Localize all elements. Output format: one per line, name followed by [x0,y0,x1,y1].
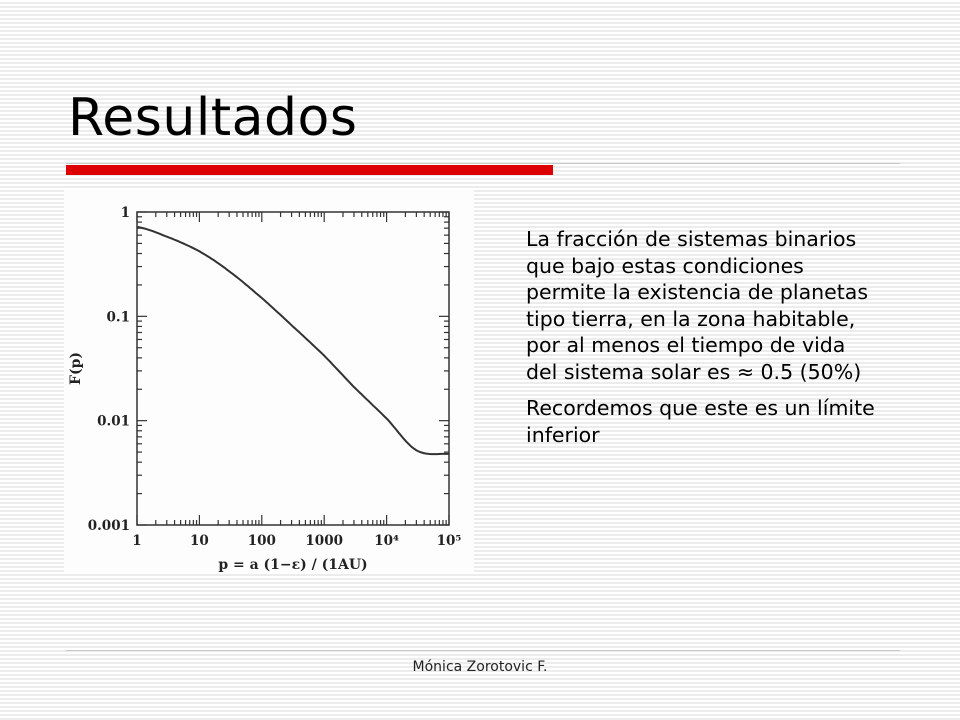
y-tick-label: 1 [120,205,130,221]
footer-author: Mónica Zorotovic F. [412,659,548,675]
x-tick-label: 10⁴ [374,533,399,549]
plot-frame [137,212,449,525]
chart-plot [64,190,474,572]
x-tick-label: 100 [247,533,276,549]
x-tick-label: 1 [132,533,142,549]
chart-ticks [137,212,449,525]
y-tick-label: 0.001 [87,518,130,534]
slide-title: Resultados [68,88,358,148]
x-tick-label: 10 [190,533,209,549]
chart-image [64,190,474,572]
x-tick-label: 1000 [305,533,343,549]
paragraph-note: Recordemos que este es un límite inferior [526,396,875,447]
title-accent-bar [66,165,553,175]
title-divider [66,163,900,164]
body-text [526,226,876,458]
y-tick-label: 0.1 [106,309,130,326]
y-axis-title: F(p) [68,352,84,385]
y-tick-label: 0.01 [97,413,130,430]
paragraph-result: La fracción de sistemas binarios que bajo estas condiciones permite la existencia de planetas tipo tierra, en la zona habitable, por al menos el tiempo de vida del sistema solar es ≈ 0.5 (50%) [526,227,869,384]
series-line [137,227,449,454]
x-axis-title: p = a (1−ε) / (1AU) [218,557,368,572]
x-tick-label: 10⁵ [436,533,462,549]
chart-tick-labels [88,205,462,549]
footer-divider [66,650,900,651]
